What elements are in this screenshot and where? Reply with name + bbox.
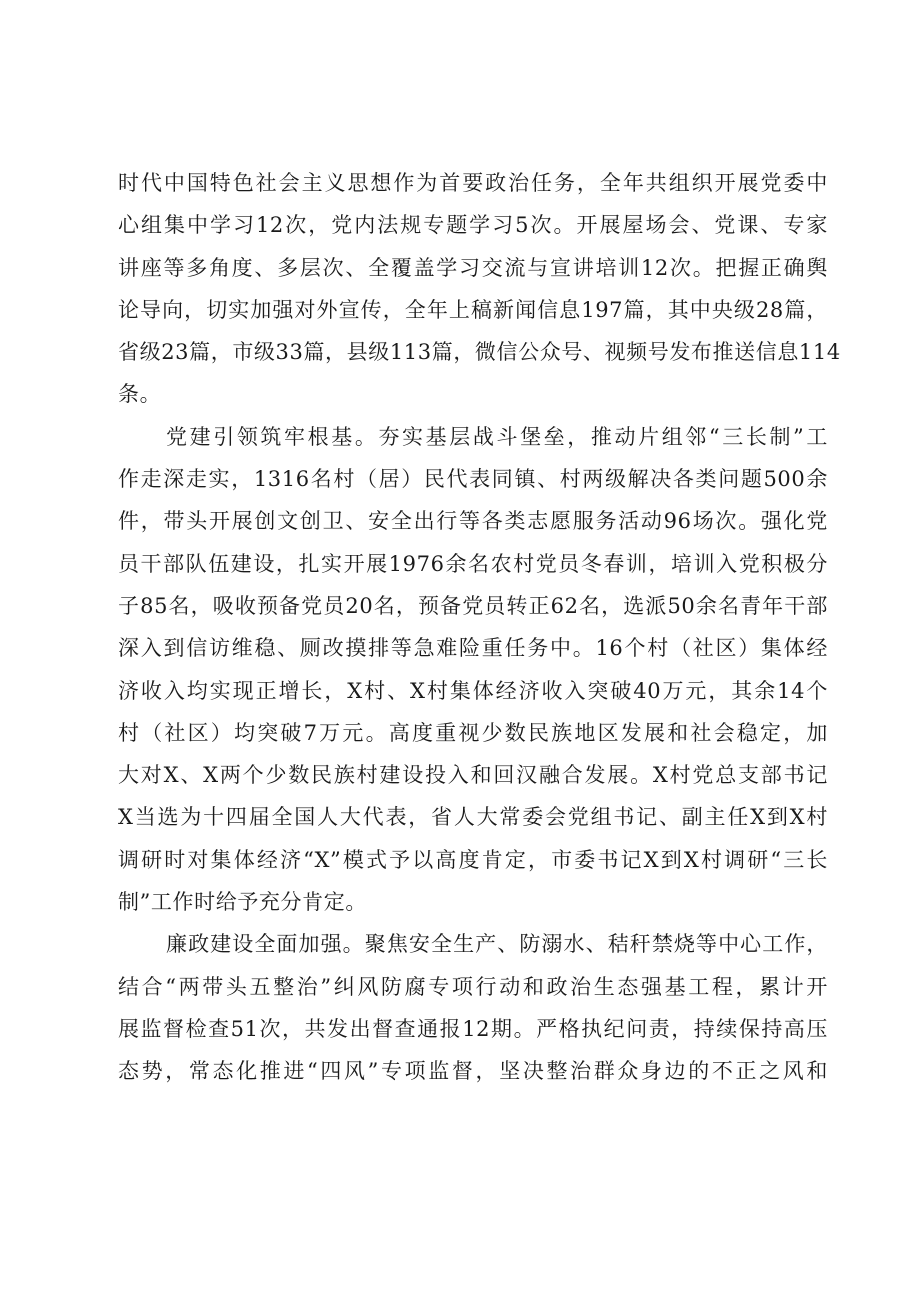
text-line: 省级23篇，市级33篇，县级113篇，微信公众号、视频号发布推送信息114 [118,340,841,365]
text-line: 心组集中学习12次，党内法规专题学习5次。开展屋场会、党课、专家 [118,213,828,238]
text-line: 深入到信访维稳、厕改摸排等急难险重任务中。16个村（社区）集体经 [118,636,828,661]
paragraph-integrity-building [118,923,828,1092]
text-line: 结合“两带头五整治”纠风防腐专项行动和政治生态强基工程，累计开 [118,974,828,999]
text-line: 展监督检查51次，共发出督查通报12期。严格执纪问责，持续保持高压 [118,1016,828,1041]
text-line: 讲座等多角度、多层次、全覆盖学习交流与宣讲培训12次。把握正确舆 [118,255,828,280]
text-line: 大对X、X两个少数民族村建设投入和回汉融合发展。X村党总支部书记 [118,763,828,788]
text-line: 村（社区）均突破7万元。高度重视少数民族地区发展和社会稳定，加 [118,720,828,745]
text-line: 态势，常态化推进“四风”专项监督，坚决整治群众身边的不正之风和 [118,1059,828,1084]
text-line: 论导向，切实加强对外宣传，全年上稿新闻信息197篇，其中央级28篇， [118,297,828,322]
text-line: X当选为十四届全国人大代表，省人大常委会党组书记、副主任X到X村 [118,805,828,830]
body-text [118,162,841,1093]
paragraph-first-line: 廉政建设全面加强。聚焦安全生产、防溺水、秸秆禁烧等中心工作， [166,932,828,957]
text-line: 济收入均实现正增长，X村、X村集体经济收入突破40万元，其余14个 [118,678,828,703]
text-line: 条。 [118,382,162,407]
text-line: 时代中国特色社会主义思想作为首要政治任务，全年共组织开展党委中 [118,171,828,195]
text-line: 子85名，吸收预备党员20名，预备党员转正62名，选派50余名青年干部 [118,593,828,618]
text-line: 件，带头开展创文创卫、安全出行等各类志愿服务活动96场次。强化党 [118,509,828,534]
paragraph-first-line: 党建引领筑牢根基。夯实基层战斗堡垒，推动片组邻“三长制”工 [166,424,828,449]
text-line: 制”工作时给予充分肯定。 [118,890,367,915]
paragraph-study-and-publicity [118,162,841,416]
text-line: 调研时对集体经济“X”模式予以高度肯定，市委书记X到X村调研“三长 [118,847,828,872]
text-line: 作走深走实，1316名村（居）民代表同镇、村两级解决各类问题500余 [118,467,828,492]
text-line: 员干部队伍建设，扎实开展1976余名农村党员冬春训，培训入党积极分 [118,551,828,576]
paragraph-party-building [118,416,828,924]
